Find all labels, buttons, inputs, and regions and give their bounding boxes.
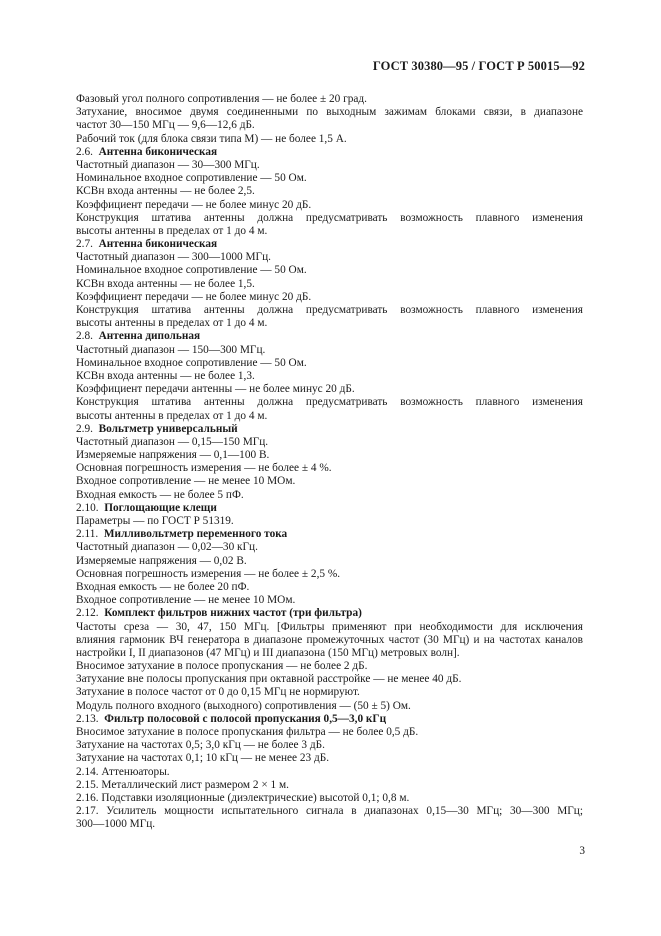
line-text: Затухание на частотах 0,1; 10 кГц — не менее 23 дБ. [76,752,330,765]
line-text: Конструкция штатива антенны должна предусматривать возможность плавного изменения [76,304,583,316]
text-line [76,370,583,383]
line-text: 2.17. Усилитель мощности испытательного сигнала в диапазонах 0,15—30 МГц; 30—300 МГц; [76,805,583,818]
line-text: Измеряемые напряжения — 0,02 В. [76,554,247,567]
line-text: высоты антенны в пределах от 1 до 4 м. [76,224,268,237]
line-text: 2.15. Металлический лист размером 2 × 1 м. [76,778,289,791]
line-text: Коэффициент передачи — не более минус 20 дБ. [76,290,312,303]
line-text: Фазовый угол полного сопротивления — не более ± 20 град. [76,93,367,105]
line-text: 300—1000 МГц. [76,818,156,831]
section-heading-line [76,528,583,541]
line-text: высоты антенны в пределах от 1 до 4 м. [76,317,268,330]
line-text: Затухание, вносимое двумя соединенными по выходным зажимам блоками связи, в диапазоне [76,106,583,119]
line-text: Входное сопротивление — не менее 10 МОм. [76,475,296,488]
text-line [76,515,583,528]
section-number: 2.10. [76,501,99,514]
line-text: Затухание в полосе частот от 0 до 0,15 МГц не нормируют. [76,686,360,699]
line-text: Частотный диапазон — 0,02—30 кГц. [76,541,258,554]
text-line [76,212,583,225]
section-heading-line [76,423,583,436]
section-title: Антенна дипольная [98,330,201,343]
text-line [76,700,583,713]
section-heading-line [76,238,583,251]
document-body [76,93,583,832]
page-header-standard-code: ГОСТ 30380—95 / ГОСТ Р 50015—92 [372,59,585,73]
section-number: 2.7. [76,238,93,251]
text-line [76,621,583,634]
line-text: Затухание на частотах 0,5; 3,0 кГц — не более 3 дБ. [76,739,325,752]
section-title: Вольтметр универсальный [98,422,238,435]
line-text: Номинальное входное сопротивление — 50 Ом. [76,264,307,277]
line-text: частот 30—150 МГц — 9,6—12,6 дБ. [76,119,255,132]
line-text: Основная погрешность измерения — не более ± 4 %. [76,462,332,475]
text-line [76,264,583,277]
text-line [76,357,583,370]
text-line [76,581,583,594]
line-text: Параметры — по ГОСТ Р 51319. [76,515,234,527]
text-line [76,185,583,198]
text-line [76,133,583,146]
line-text: Измеряемые напряжения — 0,1—100 В. [76,449,270,462]
text-line [76,594,583,607]
line-text: Основная погрешность измерения — не более ± 2,5 %. [76,567,341,580]
section-number: 2.11. [76,528,99,541]
line-text: Конструкция штатива антенны должна предусматривать возможность плавного изменения [76,211,583,224]
text-line [76,278,583,291]
text-line [76,541,583,554]
text-line [76,805,583,818]
text-line [76,383,583,396]
text-line [76,673,583,686]
text-line [76,304,583,317]
text-line [76,779,583,792]
text-line [76,251,583,264]
text-line [76,686,583,699]
text-line [76,291,583,304]
section-title: Комплект фильтров нижних частот (три фильтра) [104,607,362,620]
text-line [76,568,583,581]
section-number: 2.9. [76,422,93,435]
section-number: 2.12. [76,607,99,620]
line-text: Входная емкость — не более 5 пФ. [76,488,244,501]
text-line [76,396,583,409]
section-heading-line [76,146,583,159]
section-number: 2.6. [76,145,93,158]
text-line [76,792,583,805]
section-title: Фильтр полосовой с полосой пропускания 0,5—3,0 кГц [104,712,387,725]
line-text: 2.14. Аттенюаторы. [76,765,170,778]
line-text: Затухание вне полосы пропускания при октавной расстройке — не менее 40 дБ. [76,673,462,686]
line-text: Модуль полного входного (выходного) сопротивления — (50 ± 5) Ом. [76,699,411,712]
text-line [76,172,583,185]
line-text: КСВн входа антенны — не более 1,5. [76,277,255,290]
text-line [76,647,583,660]
line-text: Конструкция штатива антенны должна предусматривать возможность плавного изменения [76,396,583,409]
text-line [76,344,583,357]
text-line [76,766,583,779]
section-title: Антенна биконическая [98,238,218,251]
text-line [76,119,583,132]
line-text: влияния гармоник ВЧ генератора в диапазоне промежуточных частот (30 МГц) и на частотах каналов [76,633,583,646]
section-heading-line [76,330,583,343]
text-line [76,436,583,449]
line-text: Входное сопротивление — не менее 10 МОм. [76,594,296,607]
text-line [76,634,583,647]
line-text: 2.16. Подставки изоляционные (диэлектрические) высотой 0,1; 0,8 м. [76,791,410,804]
text-line [76,199,583,212]
text-line [76,159,583,172]
line-text: КСВн входа антенны — не более 1,3. [76,369,255,382]
section-heading-line [76,713,583,726]
section-title: Поглощающие клещи [104,501,217,514]
text-line [76,462,583,475]
page-number: 3 [579,845,585,857]
text-line [76,739,583,752]
line-text: Вносимое затухание в полосе пропускания фильтра — не более 0,5 дБ. [76,726,419,738]
text-line [76,555,583,568]
line-text: Рабочий ток (для блока связи типа М) — не более 1,5 А. [76,132,347,145]
line-text: Коэффициент передачи антенны — не более минус 20 дБ. [76,383,355,396]
text-line [76,410,583,423]
line-text: Номинальное входное сопротивление — 50 Ом. [76,356,307,369]
text-line [76,489,583,502]
line-text: Вносимое затухание в полосе пропускания — не более 2 дБ. [76,660,368,673]
section-title: Милливольтметр переменного тока [103,528,288,541]
line-text: Входная емкость — не более 20 пФ. [76,580,250,593]
line-text: Частотный диапазон — 150—300 МГц. [76,343,266,356]
text-line [76,225,583,238]
line-text: Коэффициент передачи — не более минус 20 дБ. [76,198,312,211]
text-line [76,106,583,119]
text-line [76,317,583,330]
line-text: КСВн входа антенны — не более 2,5. [76,185,255,198]
text-line [76,449,583,462]
section-title: Антенна биконическая [98,145,218,158]
line-text: Номинальное входное сопротивление — 50 Ом. [76,172,307,185]
text-line [76,660,583,673]
line-text: высоты антенны в пределах от 1 до 4 м. [76,409,268,422]
line-text: Частотный диапазон — 0,15—150 МГц. [76,435,269,448]
text-line [76,752,583,765]
text-line [76,93,583,106]
section-number: 2.13. [76,712,99,725]
text-line [76,818,583,831]
section-heading-line [76,502,583,515]
section-heading-line [76,607,583,620]
line-text: Частоты среза — 30, 47, 150 МГц. [Фильтры применяют при необходимости для исключения [76,620,583,633]
line-text: Частотный диапазон — 300—1000 МГц. [76,251,271,264]
text-line [76,475,583,488]
line-text: Частотный диапазон — 30—300 МГц. [76,158,260,171]
line-text: настройки I, II диапазонов (47 МГц) и III диапазона (150 МГц) метровых волн]. [76,646,460,659]
section-number: 2.8. [76,330,93,343]
text-line [76,726,583,739]
